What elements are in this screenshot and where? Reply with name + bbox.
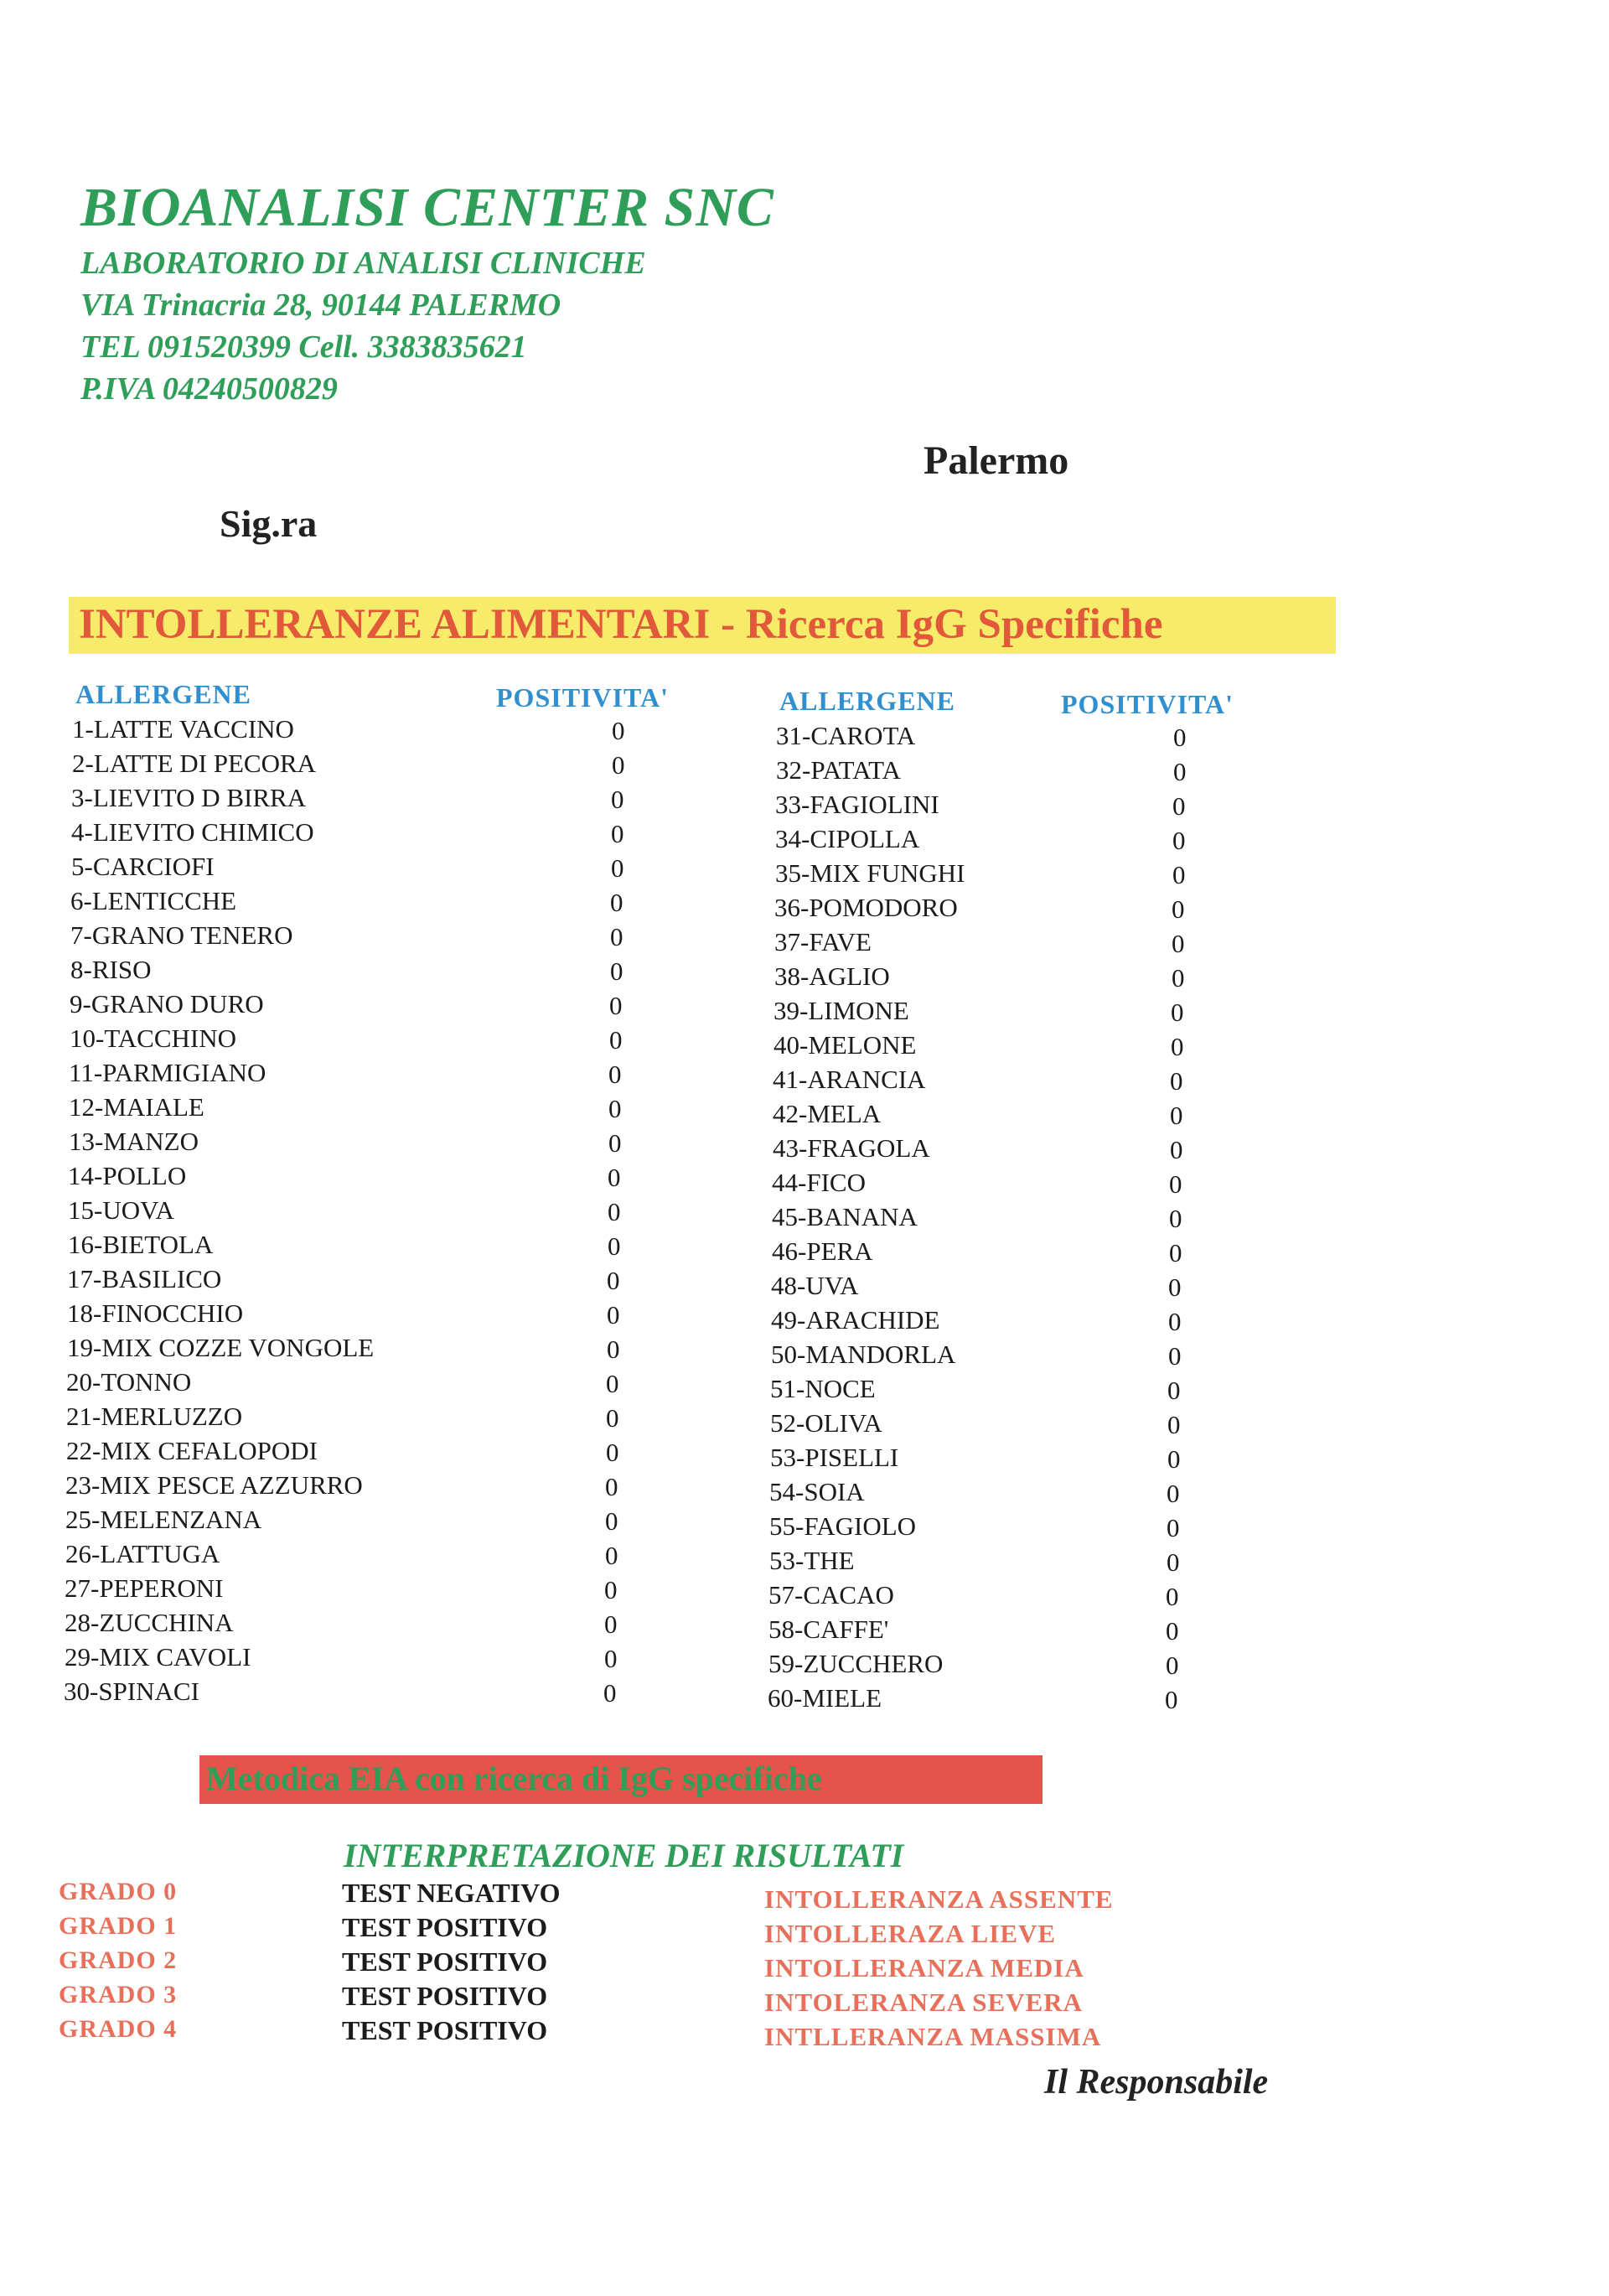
allergen-positivity-value: 0 bbox=[1173, 723, 1187, 752]
allergen-positivity-value: 0 bbox=[607, 1266, 620, 1295]
allergen-name: 33-FAGIOLINI bbox=[775, 790, 939, 819]
allergen-positivity-value: 0 bbox=[608, 1094, 622, 1123]
allergen-positivity-value: 0 bbox=[1173, 757, 1187, 786]
allergen-positivity-value: 0 bbox=[612, 750, 625, 780]
allergen-positivity-value: 0 bbox=[608, 1128, 622, 1158]
allergen-positivity-value: 0 bbox=[1169, 1169, 1182, 1199]
allergen-name: 35-MIX FUNGHI bbox=[775, 858, 965, 888]
allergen-positivity-value: 0 bbox=[1167, 1444, 1181, 1474]
allergen-name: 60-MIELE bbox=[768, 1683, 882, 1713]
allergen-name: 17-BASILICO bbox=[67, 1264, 222, 1293]
interpretation-title: INTERPRETAZIONE DEI RISULTATI bbox=[344, 1837, 904, 1874]
allergen-positivity-value: 0 bbox=[1167, 1376, 1181, 1405]
allergen-positivity-value: 0 bbox=[1171, 1032, 1184, 1061]
intolerance-level: INTOLLERAZA LIEVE bbox=[764, 1919, 1057, 1948]
allergen-name: 16-BIETOLA bbox=[68, 1230, 214, 1259]
allergen-positivity-value: 0 bbox=[610, 922, 623, 951]
allergen-positivity-value: 0 bbox=[1168, 1307, 1182, 1336]
allergen-positivity-value: 0 bbox=[604, 1575, 618, 1604]
grade-label: GRADO 3 bbox=[59, 1981, 178, 2008]
allergen-name: 37-FAVE bbox=[774, 927, 872, 956]
allergen-positivity-value: 0 bbox=[1168, 1272, 1182, 1302]
allergen-positivity-value: 0 bbox=[1170, 1135, 1183, 1164]
allergen-positivity-value: 0 bbox=[1172, 860, 1186, 889]
allergen-name: 40-MELONE bbox=[773, 1030, 917, 1060]
allergen-positivity-value: 0 bbox=[1165, 1685, 1178, 1714]
allergen-name: 2-LATTE DI PECORA bbox=[72, 749, 317, 778]
allergen-positivity-value: 0 bbox=[607, 1335, 620, 1364]
allergen-name: 58-CAFFE' bbox=[768, 1614, 889, 1644]
allergen-name: 52-OLIVA bbox=[770, 1408, 882, 1438]
intolerance-level: INTLLERANZA MASSIMA bbox=[764, 2022, 1102, 2051]
allergen-name: 30-SPINACI bbox=[64, 1677, 199, 1706]
allergen-name: 19-MIX COZZE VONGOLE bbox=[67, 1333, 375, 1362]
test-result: TEST NEGATIVO bbox=[342, 1878, 561, 1908]
allergen-positivity-value: 0 bbox=[607, 1300, 620, 1329]
allergen-positivity-value: 0 bbox=[1166, 1616, 1179, 1646]
allergen-name: 8-RISO bbox=[70, 955, 152, 984]
allergen-positivity-value: 0 bbox=[606, 1403, 619, 1433]
allergen-name: 21-MERLUZZO bbox=[66, 1402, 243, 1431]
allergen-name: 32-PATATA bbox=[776, 755, 901, 785]
lab-subtitle: LABORATORIO DI ANALISI CLINICHE bbox=[80, 246, 646, 281]
allergen-name: 26-LATTUGA bbox=[65, 1539, 220, 1568]
allergen-name: 57-CACAO bbox=[768, 1580, 894, 1609]
allergen-positivity-value: 0 bbox=[1169, 1238, 1182, 1267]
allergen-name: 11-PARMIGIANO bbox=[69, 1058, 266, 1087]
allergen-positivity-value: 0 bbox=[611, 853, 624, 883]
allergen-positivity-value: 0 bbox=[605, 1506, 618, 1536]
signature-label: Il Responsabile bbox=[1044, 2063, 1269, 2102]
allergen-name: 25-MELENZANA bbox=[65, 1505, 262, 1534]
left-positivity-header: POSITIVITA' bbox=[496, 682, 670, 713]
allergen-name: 28-ZUCCHINA bbox=[65, 1608, 234, 1637]
allergen-positivity-value: 0 bbox=[1172, 894, 1185, 924]
allergen-name: 42-MELA bbox=[773, 1099, 882, 1128]
intolerance-level: INTOLLERANZA ASSENTE bbox=[764, 1884, 1114, 1914]
intolerance-level: INTOLERANZA SEVERA bbox=[764, 1988, 1084, 2017]
allergen-positivity-value: 0 bbox=[1167, 1513, 1180, 1542]
allergen-name: 12-MAIALE bbox=[69, 1092, 204, 1122]
city: Palermo bbox=[923, 438, 1069, 483]
grade-label: GRADO 4 bbox=[59, 2015, 178, 2043]
allergen-name: 10-TACCHINO bbox=[70, 1024, 237, 1053]
allergen-positivity-value: 0 bbox=[611, 819, 624, 848]
allergen-name: 54-SOIA bbox=[769, 1477, 865, 1506]
test-result: TEST POSITIVO bbox=[342, 1912, 548, 1942]
right-allergen-header: ALLERGENE bbox=[779, 686, 955, 716]
allergen-positivity-value: 0 bbox=[606, 1369, 619, 1398]
allergen-name: 23-MIX PESCE AZZURRO bbox=[65, 1470, 363, 1500]
allergen-name: 22-MIX CEFALOPODI bbox=[66, 1436, 318, 1465]
allergen-positivity-value: 0 bbox=[1172, 929, 1185, 958]
allergen-name: 53-PISELLI bbox=[770, 1443, 899, 1472]
allergen-name: 53-THE bbox=[769, 1546, 855, 1575]
allergen-name: 39-LIMONE bbox=[773, 996, 909, 1025]
right-positivity-header: POSITIVITA' bbox=[1061, 689, 1234, 719]
allergen-name: 18-FINOCCHIO bbox=[67, 1298, 244, 1328]
allergen-name: 55-FAGIOLO bbox=[769, 1511, 917, 1541]
intolerance-level: INTOLLERANZA MEDIA bbox=[764, 1953, 1084, 1982]
allergen-positivity-value: 0 bbox=[1171, 998, 1184, 1027]
allergen-positivity-value: 0 bbox=[1170, 1066, 1183, 1096]
allergen-name: 59-ZUCCHERO bbox=[768, 1649, 944, 1678]
allergen-positivity-value: 0 bbox=[1167, 1547, 1180, 1577]
allergen-name: 3-LIEVITO D BIRRA bbox=[71, 783, 307, 812]
lab-vat-number: P.IVA 04240500829 bbox=[80, 371, 338, 407]
allergen-name: 27-PEPERONI bbox=[65, 1573, 224, 1603]
grade-label: GRADO 2 bbox=[59, 1946, 178, 1974]
allergen-name: 38-AGLIO bbox=[774, 961, 890, 991]
allergen-name: 13-MANZO bbox=[69, 1127, 199, 1156]
allergen-name: 15-UOVA bbox=[68, 1195, 174, 1225]
allergen-positivity-value: 0 bbox=[604, 1644, 618, 1673]
allergen-positivity-value: 0 bbox=[606, 1438, 619, 1467]
test-result: TEST POSITIVO bbox=[342, 1981, 548, 2011]
allergen-positivity-value: 0 bbox=[604, 1609, 618, 1639]
grade-label: GRADO 0 bbox=[59, 1878, 178, 1905]
allergen-name: 45-BANANA bbox=[772, 1202, 918, 1231]
allergen-name: 36-POMODORO bbox=[774, 893, 958, 922]
allergen-positivity-value: 0 bbox=[1172, 791, 1186, 821]
method-banner: Metodica EIA con ricerca di IgG specifiche bbox=[199, 1755, 1042, 1804]
allergen-name: 34-CIPOLLA bbox=[775, 824, 920, 853]
allergen-positivity-value: 0 bbox=[610, 956, 623, 986]
allergen-positivity-value: 0 bbox=[608, 1060, 622, 1089]
allergen-positivity-value: 0 bbox=[608, 1197, 621, 1226]
allergen-name: 46-PERA bbox=[772, 1236, 873, 1266]
allergen-name: 9-GRANO DURO bbox=[70, 989, 264, 1018]
allergen-name: 7-GRANO TENERO bbox=[70, 920, 293, 950]
allergen-name: 6-LENTICCHE bbox=[70, 886, 237, 915]
allergen-positivity-value: 0 bbox=[1172, 826, 1186, 855]
grade-label: GRADO 1 bbox=[59, 1912, 178, 1940]
left-allergen-header: ALLERGENE bbox=[75, 679, 251, 709]
allergen-name: 49-ARACHIDE bbox=[771, 1305, 940, 1335]
allergen-positivity-value: 0 bbox=[609, 991, 623, 1020]
allergen-positivity-value: 0 bbox=[1167, 1479, 1180, 1508]
allergen-positivity-value: 0 bbox=[1167, 1410, 1181, 1439]
test-result: TEST POSITIVO bbox=[342, 2015, 548, 2045]
lab-name: BIOANALISI CENTER SNC bbox=[80, 177, 774, 238]
salutation: Sig.ra bbox=[220, 502, 318, 545]
allergen-positivity-value: 0 bbox=[612, 716, 625, 745]
allergen-name: 44-FICO bbox=[772, 1168, 866, 1197]
allergen-positivity-value: 0 bbox=[603, 1678, 617, 1708]
allergen-name: 14-POLLO bbox=[68, 1161, 187, 1190]
allergen-positivity-value: 0 bbox=[611, 785, 624, 814]
allergen-positivity-value: 0 bbox=[1172, 963, 1185, 993]
report-title-banner: INTOLLERANZE ALIMENTARI - Ricerca IgG Specifiche bbox=[69, 597, 1336, 654]
allergen-name: 4-LIEVITO CHIMICO bbox=[71, 817, 314, 847]
lab-telephone: TEL 091520399 Cell. 3383835621 bbox=[80, 329, 527, 365]
allergen-positivity-value: 0 bbox=[605, 1541, 618, 1570]
allergen-name: 29-MIX CAVOLI bbox=[65, 1642, 251, 1671]
allergen-name: 43-FRAGOLA bbox=[773, 1133, 930, 1163]
allergen-positivity-value: 0 bbox=[1168, 1341, 1182, 1371]
allergen-positivity-value: 0 bbox=[1170, 1101, 1183, 1130]
allergen-name: 41-ARANCIA bbox=[773, 1065, 926, 1094]
allergen-positivity-value: 0 bbox=[1166, 1582, 1179, 1611]
allergen-name: 1-LATTE VACCINO bbox=[72, 714, 294, 744]
allergen-name: 48-UVA bbox=[771, 1271, 859, 1300]
allergen-positivity-value: 0 bbox=[608, 1231, 621, 1261]
allergen-positivity-value: 0 bbox=[1166, 1651, 1179, 1680]
allergen-name: 50-MANDORLA bbox=[771, 1340, 956, 1369]
allergen-positivity-value: 0 bbox=[610, 888, 623, 917]
allergen-positivity-value: 0 bbox=[609, 1025, 623, 1055]
allergen-name: 5-CARCIOFI bbox=[71, 852, 215, 881]
allergen-name: 20-TONNO bbox=[66, 1367, 192, 1397]
test-result: TEST POSITIVO bbox=[342, 1946, 548, 1977]
allergen-positivity-value: 0 bbox=[1169, 1204, 1182, 1233]
allergen-name: 51-NOCE bbox=[770, 1374, 876, 1403]
allergen-name: 31-CAROTA bbox=[776, 721, 916, 750]
lab-address: VIA Trinacria 28, 90144 PALERMO bbox=[80, 288, 561, 323]
allergen-positivity-value: 0 bbox=[605, 1472, 618, 1501]
allergen-positivity-value: 0 bbox=[608, 1163, 621, 1192]
